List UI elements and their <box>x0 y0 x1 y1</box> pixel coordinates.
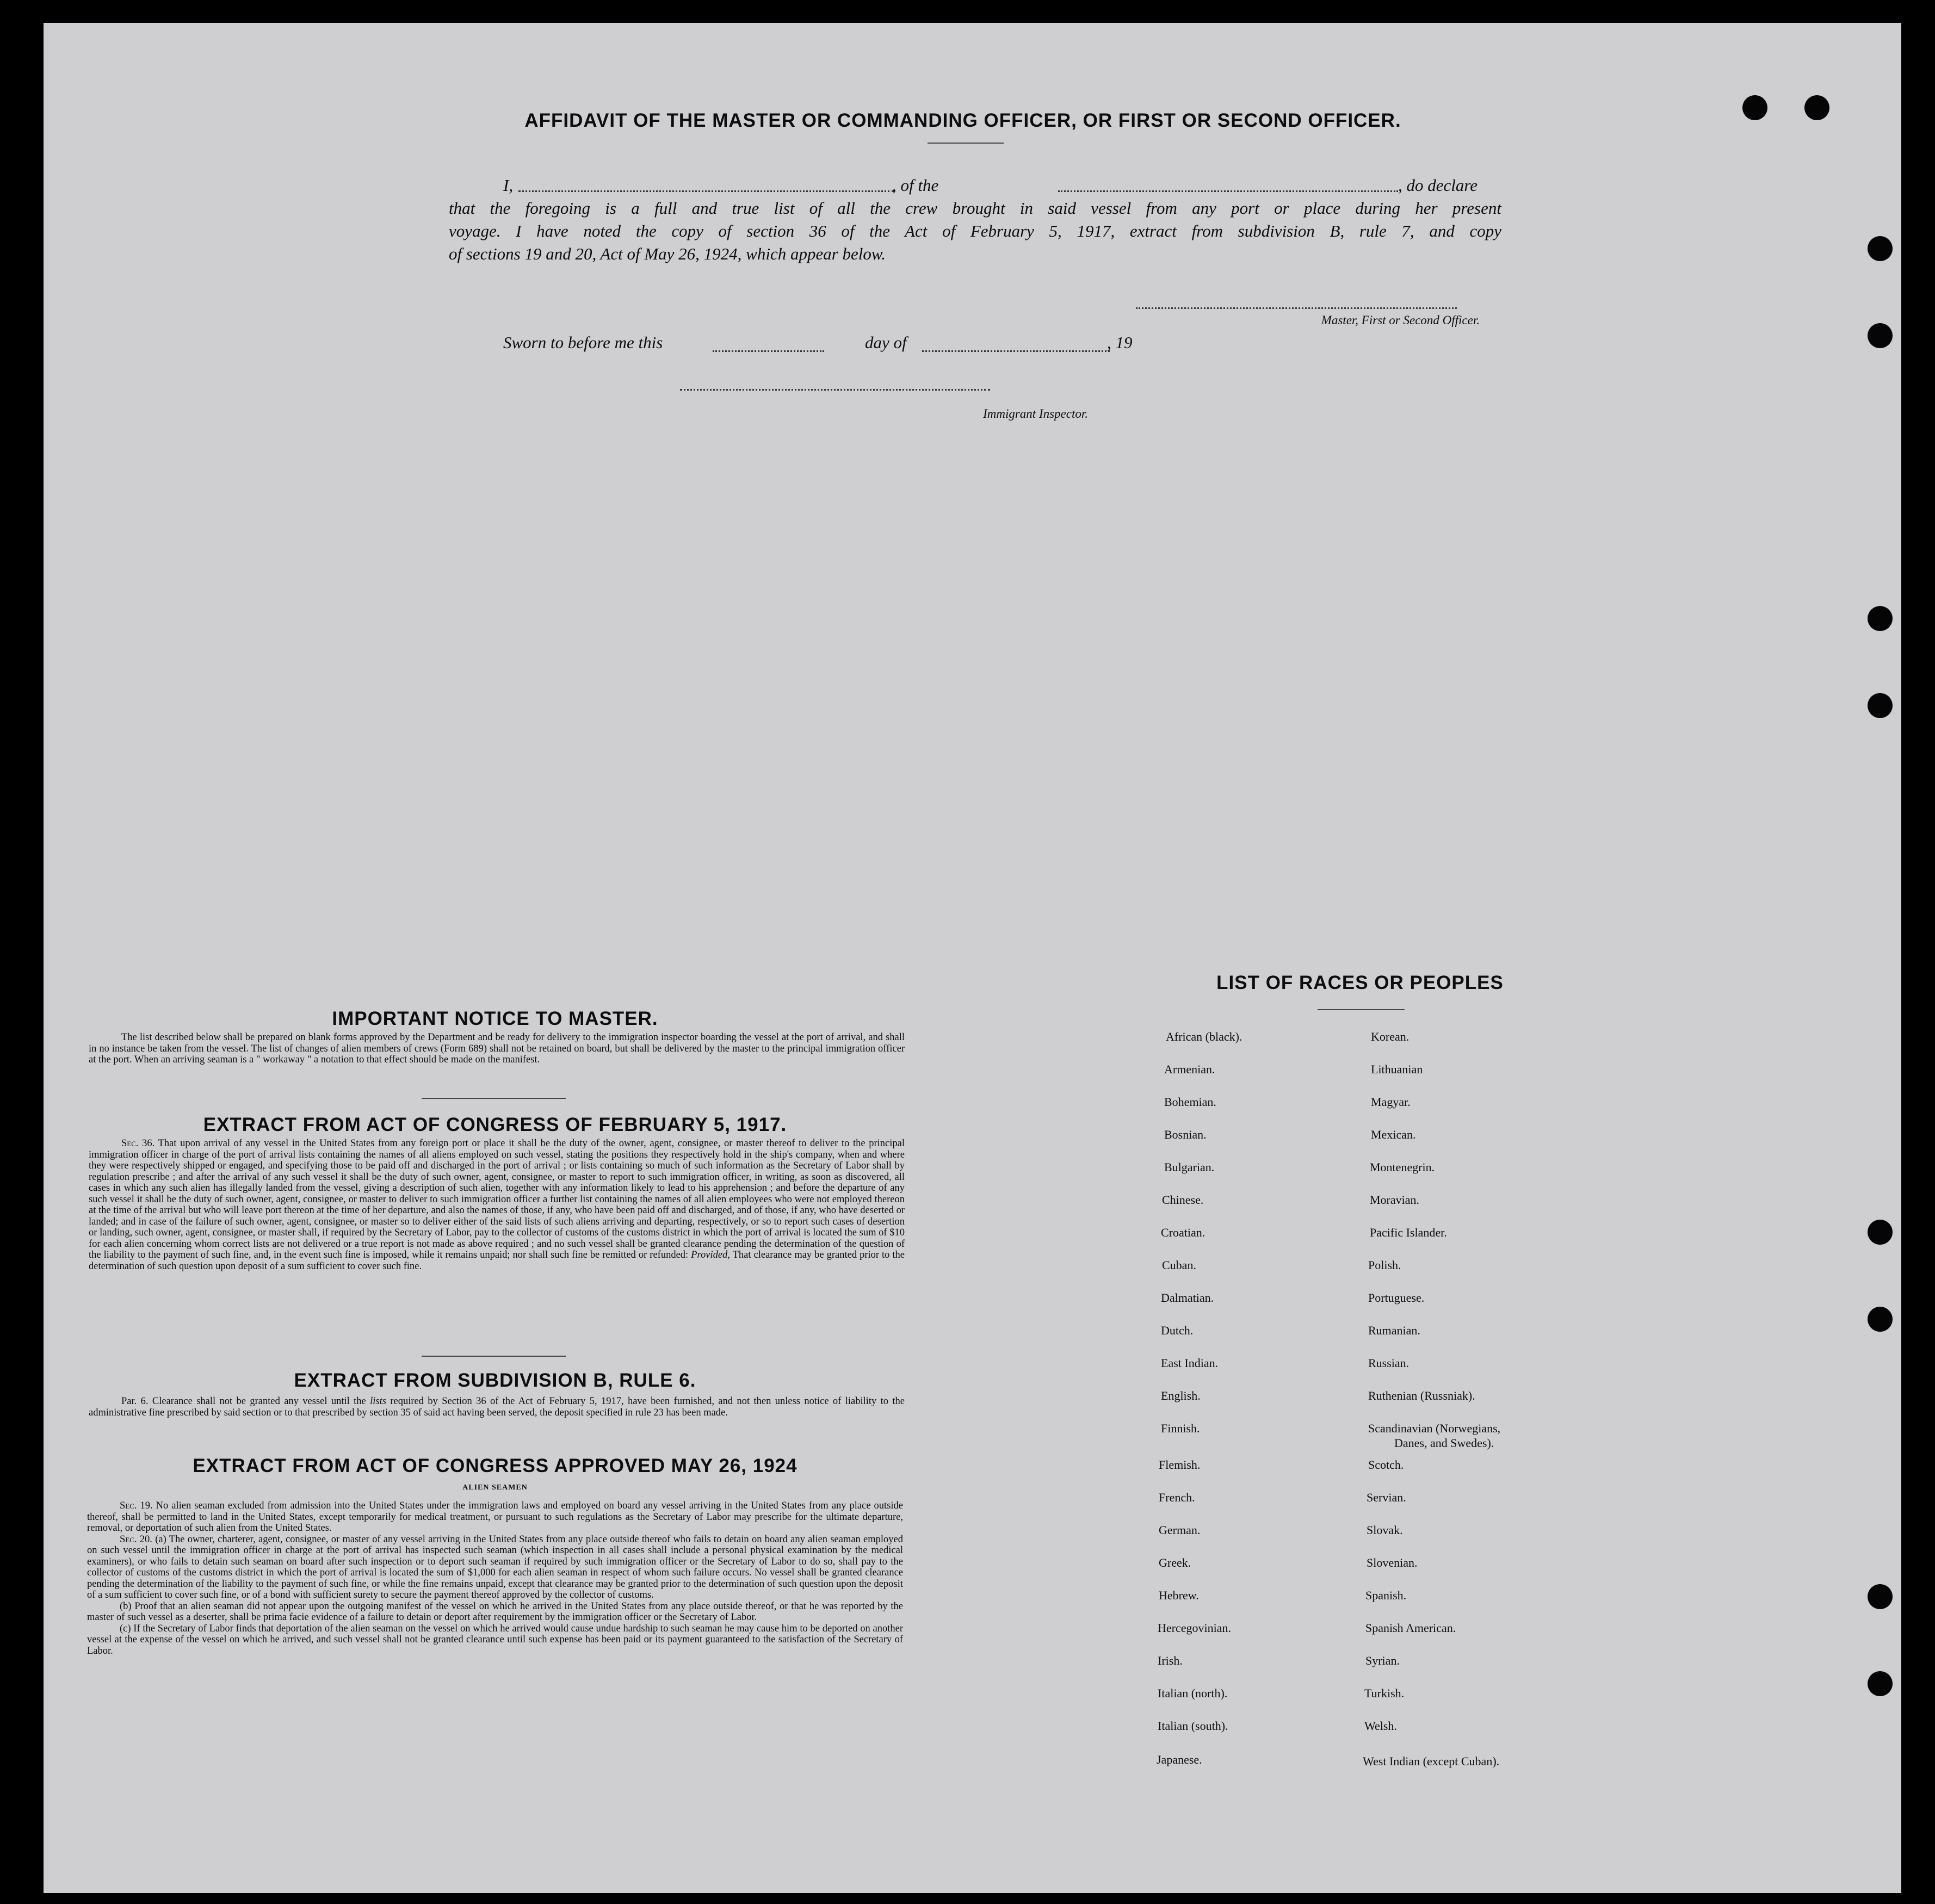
races-divider <box>1318 1009 1405 1010</box>
sec-36-text-end: That clearance may be granted prior to the determination of such question upon deposit of a sum sufficient to cover such fine. <box>89 1250 905 1272</box>
sec-19-paragraph <box>87 1500 903 1534</box>
race-item: Dutch. <box>1161 1324 1194 1337</box>
punch-hole <box>1804 95 1829 120</box>
name-blank-line <box>518 190 894 192</box>
rule6-text-b: required by Section 36 of the Act of February 5, 1917, have been furnished, and not then unless notice of liability to the administrative fine prescribed by said section or to that prescribed by section 35 of said act having been served, the deposit specified in rule 23 has been made. <box>89 1396 905 1418</box>
race-item: Lithuanian <box>1371 1062 1423 1076</box>
title-divider <box>928 143 1004 144</box>
races-title: LIST OF RACES OR PEOPLES <box>1216 972 1504 993</box>
race-item: Finnish. <box>1161 1421 1200 1435</box>
affidavit-line-3: voyage. I have noted the copy of section 36 of the Act of February 5, 1917, extract from subdivision B, rule 7, and copy <box>449 221 1501 240</box>
sec-20b-paragraph: (b) Proof that an alien seaman did not appear upon the outgoing manifest of the vessel on which he arrived in the United States from any place outside thereof, or that he was reported by the master of such vessel as a deserter, shall be prima facie evidence of a failure to detain or deport after requirement by the immigration officer or the Secretary of Labor. <box>87 1600 903 1623</box>
race-item: East Indian. <box>1161 1356 1219 1370</box>
race-item: Rumanian. <box>1368 1324 1420 1337</box>
master-signature-label: Master, First or Second Officer. <box>1321 313 1480 327</box>
affidavit-text <box>449 174 1501 265</box>
sec-20-label: Sec. 20. <box>120 1534 152 1545</box>
race-item-scandinavian-continued: Danes, and Swedes). <box>1394 1436 1494 1450</box>
race-item: Moravian. <box>1370 1193 1420 1207</box>
affidavit-of-the: , of the <box>892 176 939 195</box>
race-item: Italian (north). <box>1158 1686 1228 1700</box>
sworn-text: Sworn to before me this <box>503 333 663 352</box>
extract-1917-body <box>89 1138 905 1272</box>
race-item: Mexican. <box>1371 1128 1416 1141</box>
race-item: Hebrew. <box>1159 1588 1199 1602</box>
rule6-body <box>89 1396 905 1418</box>
section-divider <box>422 1098 566 1099</box>
vessel-blank-line <box>1058 190 1398 192</box>
sworn-line <box>503 333 1156 357</box>
extract-1917-title: EXTRACT FROM ACT OF CONGRESS OF FEBRUARY 5, 1917. <box>203 1114 787 1135</box>
punch-hole <box>1868 693 1893 718</box>
punch-hole <box>1868 1220 1893 1245</box>
affidavit-title: AFFIDAVIT OF THE MASTER OR COMMANDING OFFICER, OR FIRST OR SECOND OFFICER. <box>524 110 1401 131</box>
month-blank-line <box>922 350 1110 352</box>
race-item: English. <box>1161 1389 1201 1402</box>
race-item: Chinese. <box>1162 1193 1204 1207</box>
affidavit-line-4: of sections 19 and 20, Act of May 26, 1924, which appear below. <box>449 244 886 263</box>
race-item: African (black). <box>1166 1030 1242 1043</box>
sec-36-text: That upon arrival of any vessel in the United States from any foreign port or place it shall be the duty of the owner, agent, consignee, or master thereof to deliver to the principal immigration officer in charge of the port of arrival lists containing the names of all aliens employed on such vessel, stating the positions they respectively hold in the ship's company, when and where they were respectively shipped or engaged, and specifying those to be paid off and discharged in the port of arrival ; or lists containing so much of such information as the Secretary of Labor shall by regulation prescribe ; and after the arrival of any such vessel it shall be the duty of such owner, agent, consignee, or master to report to such immigration officer, in writing, as soon as discovered, all cases in which any such alien has illegally landed from the vessel, giving a description of such alien, together with any information likely to lead to his apprehension ; and before the departure of any such vessel it shall be the duty of such owner, agent, consignee, or master to deliver to such immigration officer a further list containing the names of all alien employees who were not employed thereon at the time of the arrival but who will leave port thereon at the time of her departure, and also the names of those, if any, who have been paid off and discharged, and of those, if any, who have deserted or landed; and in case of the failure of such owner, agent, consignee, or master so to deliver either of the said lists of such aliens arriving and departing, respectively, or so to report such cases of desertion or landing, such owner, agent, consignee, or master shall, if required by the Secretary of Labor, pay to the collector of customs of the customs district in which the port of arrival is located the sum of $10 for each alien concerning whom correct lists are not delivered or a true report is not made as above required ; and no such vessel shall be granted clearance pending the determination of the question of the liability to the payment of such fine, and, in the event such fine is imposed, while it remains unpaid; nor shall such fine be remitted or refunded: <box>89 1138 905 1260</box>
provided-label: Provided, <box>691 1250 730 1260</box>
race-item: Bosnian. <box>1164 1128 1207 1141</box>
race-item: Spanish. <box>1365 1588 1407 1602</box>
punch-hole <box>1742 95 1767 120</box>
inspector-label: Immigrant Inspector. <box>983 407 1088 421</box>
alien-seamen-subtitle: ALIEN SEAMEN <box>462 1483 528 1492</box>
race-item: Welsh. <box>1364 1719 1397 1733</box>
year-prefix: , 19 <box>1107 333 1133 352</box>
race-item: Armenian. <box>1164 1062 1215 1076</box>
race-item: French. <box>1159 1491 1195 1504</box>
sec-19-label: Sec. 19. <box>120 1500 153 1511</box>
race-item: Pacific Islander. <box>1370 1226 1447 1239</box>
race-item: Russian. <box>1368 1356 1409 1370</box>
race-item: Slovak. <box>1367 1523 1403 1537</box>
affidavit-line-2: that the foregoing is a full and true list of all the crew brought in said vessel from any port or place during her present <box>449 199 1501 218</box>
race-item: Dalmatian. <box>1161 1291 1214 1305</box>
race-item: Spanish American. <box>1365 1621 1456 1635</box>
race-item: Scandinavian (Norwegians, <box>1368 1421 1501 1435</box>
race-item: Scotch. <box>1368 1458 1404 1472</box>
sec-19-text: No alien seaman excluded from admission into the United States under the immigration laws and employed on board any vessel arriving in the United States from any place outside thereof, shall be permitted to land in the United States, except temporarily for medical treatment, or pursuant to such regulations as the Secretary of Labor may prescribe for the ultimate departure, removal, or deportation of such alien from the United States. <box>87 1500 903 1534</box>
section-divider <box>422 1356 566 1357</box>
extract-1924-title: EXTRACT FROM ACT OF CONGRESS APPROVED MAY 26, 1924 <box>193 1455 798 1476</box>
sec-20a-text: (a) The owner, charterer, agent, consignee, or master of any vessel arriving in the United States from any place outside thereof who fails to detain on board any alien seaman employed on such vessel until the immigration officer in charge at the port of arrival has inspected such seaman (which inspection in all cases shall include a personal physical examination by the medical examiners), or who fails to detain such seaman on board after such inspection or to deport such seaman if required by such immigration officer or the Secretary of Labor to do so, shall pay to the collector of customs of the customs district in which the port of arrival is located the sum of $1,000 for each alien seaman in respect of whom such failure occurs. No vessel shall be granted clearance pending the determination of the liability to the payment of such fine, or while the fine remains unpaid, except that clearance may be granted prior to the determination of such question upon the deposit of a sum sufficient to cover such fine, or of a bond with sufficient surety to secure the payment thereof approved by the collector of customs. <box>87 1534 904 1600</box>
punch-hole <box>1868 1584 1893 1609</box>
race-item: Polish. <box>1368 1258 1401 1272</box>
rule6-lists: lists <box>370 1396 386 1407</box>
master-signature-line <box>1136 307 1457 309</box>
race-item: Turkish. <box>1364 1686 1405 1700</box>
notice-body: The list described below shall be prepared on blank forms approved by the Department and be ready for delivery to the immigration inspector boarding the vessel at the port of arrival, and shall in no instance be taken from the vessel. The list of changes of alien members of crews (Form 689) shall not be retained on board, but shall be delivered by the master to the principal immigration officer at the port. When an arriving seaman is a " workaway " a notation to that effect should be made on the manifest. <box>89 1032 905 1065</box>
race-item: Slovenian. <box>1367 1556 1418 1569</box>
race-item: Ruthenian (Russniak). <box>1368 1389 1475 1402</box>
day-of-text: day of <box>865 333 907 352</box>
race-item: Hercegovinian. <box>1158 1621 1231 1635</box>
race-item: Croatian. <box>1161 1226 1205 1239</box>
race-item: German. <box>1159 1523 1201 1537</box>
affidavit-i: I, <box>503 176 514 195</box>
race-item: Portuguese. <box>1368 1291 1425 1305</box>
inspector-signature-line <box>680 389 990 391</box>
rule6-text-a: Par. 6. Clearance shall not be granted any vessel until the <box>121 1396 366 1407</box>
punch-hole <box>1868 323 1893 348</box>
rule6-title: EXTRACT FROM SUBDIVISION B, RULE 6. <box>294 1370 696 1391</box>
sec-20c-paragraph: (c) If the Secretary of Labor finds that deportation of the alien seaman on the vessel on which he arrived would cause undue hardship to such seaman he may cause him to be deported on another vessel at the expense of the vessel on which he arrived, and such vessel shall not be granted clearance until such expense has been paid or its payment guaranteed to the satisfaction of the Secretary of Labor. <box>87 1623 903 1656</box>
sec-36-label: Sec. 36. <box>121 1138 155 1149</box>
day-blank-line <box>713 350 824 352</box>
sec-20a-paragraph <box>87 1534 903 1601</box>
race-item: Flemish. <box>1159 1458 1201 1472</box>
punch-hole <box>1868 1307 1893 1332</box>
notice-title: IMPORTANT NOTICE TO MASTER. <box>332 1008 658 1029</box>
punch-hole <box>1868 236 1893 261</box>
race-item: Syrian. <box>1365 1654 1400 1667</box>
race-item: West Indian (except Cuban). <box>1363 1754 1500 1768</box>
race-item: Bohemian. <box>1164 1095 1216 1109</box>
race-item: Irish. <box>1158 1654 1183 1667</box>
affidavit-declare: , do declare <box>1398 176 1478 195</box>
race-item: Italian (south). <box>1158 1719 1228 1733</box>
punch-hole <box>1868 606 1893 631</box>
race-item: Greek. <box>1159 1556 1191 1569</box>
race-item: Servian. <box>1367 1491 1406 1504</box>
race-item: Magyar. <box>1371 1095 1411 1109</box>
affidavit-line-1 <box>449 174 1501 197</box>
race-item: Cuban. <box>1162 1258 1196 1272</box>
race-item: Korean. <box>1371 1030 1409 1043</box>
race-item: Montenegrin. <box>1370 1160 1435 1174</box>
race-item: Japanese. <box>1157 1753 1202 1766</box>
punch-hole <box>1868 1671 1893 1696</box>
extract-1924-body <box>87 1500 903 1656</box>
race-item: Bulgarian. <box>1164 1160 1215 1174</box>
